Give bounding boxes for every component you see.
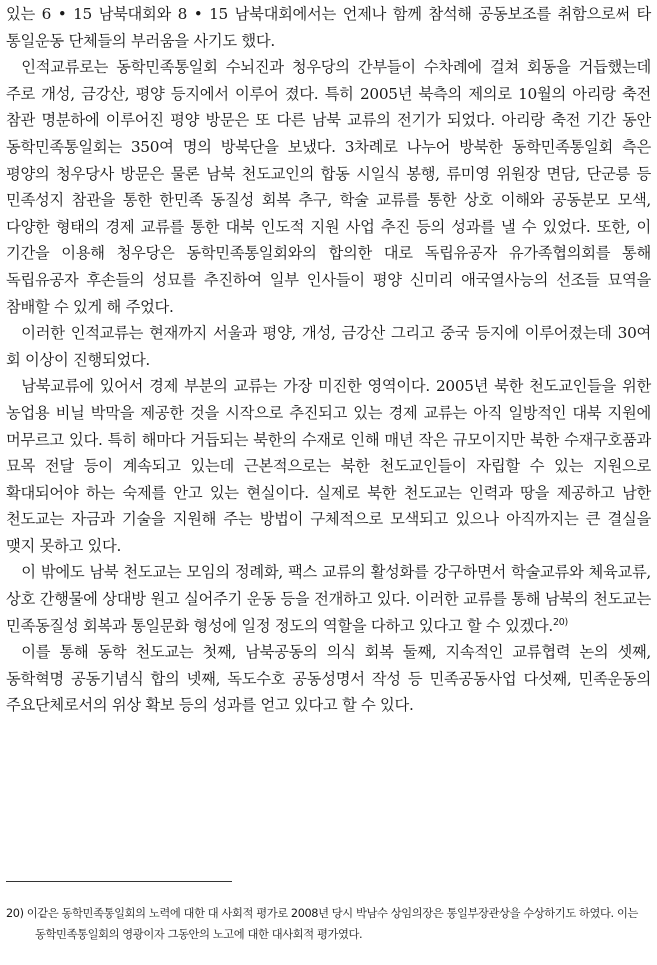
footnote-divider (6, 881, 232, 882)
paragraph-other-exchange-text: 이 밖에도 남북 천도교는 모임의 정례화, 팩스 교류의 활성화를 강구하면서 학술교류와 체육교류, 상호 간행물에 상대방 원고 실어주기 운동 등을 전개하고 있다. 이러한 교류를 통해 남북의 천도교는 민족동질성 회복과 통일문화 형성에 일정 정도의 역할을 다하고 있다고 할 수 있겠다. (6, 563, 651, 635)
paragraph-other-exchange (6, 559, 651, 639)
footnote-number: 20) (6, 907, 24, 920)
paragraph-continued: 있는 6 • 15 남북대회와 8 • 15 남북대회에서는 언제나 함께 참석해 공동보조를 취함으로써 타 통일운동 단체들의 부러움을 사기도 했다. (6, 5, 651, 50)
footnote-reference[interactable]: 20) (552, 616, 568, 628)
paragraph-personnel-exchange: 인적교류로는 동학민족통일회 수뇌진과 청우당의 간부들이 수차례에 걸쳐 회동을 거듭했는데 주로 개성, 금강산, 평양 등지에서 이루어 졌다. 특히 2005년 북측의 제의로 10월의 아리랑 축전 참관 명분하에 이루어진 평양 방문은 또 다른 남북 교류의 전기가 되었다. 아리랑 축전 기간 동안 동학민족통일회는 350여 명의 방북단을 보냈다. 3차례로 나누어 방북한 동학민족통일회 측은 평양의 청우당사 방문은 물론 남북 천도교인의 합동 시일식 봉행, 류미영 위원장 면담, 단군릉 등 민족성지 참관을 통한 한민족 동질성 회복 추구, 학술 교류를 통한 상호 이해와 공동분모 모색, 다양한 형태의 경제 교류를 통한 대북 인도적 지원 사업 추진 등의 성과를 낼 수 있었다. 또한, 이 기간을 이용해 청우당은 동학민족통일회와의 합의한 대로 독립유공자 유가족협의회를 통해 독립유공자 후손들의 성묘를 추진하여 일부 인사들이 평양 신미리 애국열사능의 선조들 묘역을 참배할 수 있게 해 주었다. (6, 58, 651, 316)
footnote-text: 이같은 동학민족통일회의 노력에 대한 대 사회적 평가로 2008년 당시 박남수 상임의장은 통일부장관상을 수상하기도 하였다. 이는 동학민족통일회의 영광이자 그동안의 노고에 대한 대사회적 평가였다. (26, 907, 638, 941)
paragraph-exchange-count: 이러한 인적교류는 현재까지 서울과 평양, 개성, 금강산 그리고 중국 등지에 이루어졌는데 30여 회 이상이 진행되었다. (6, 324, 651, 369)
paragraph-outcomes: 이를 통해 동학 천도교는 첫째, 남북공동의 의식 회복 둘째, 지속적인 교류협력 논의 셋째, 동학혁명 공동기념식 합의 넷째, 독도수호 공동성명서 작성 등 민족공동사업 다섯째, 민족운동의 주요단체로서의 위상 확보 등의 성과를 얻고 있다고 할 수 있다. (6, 643, 651, 715)
page (6, 0, 651, 719)
footnote (6, 903, 651, 945)
body-text (6, 1, 651, 719)
paragraph-economic-exchange: 남북교류에 있어서 경제 부분의 교류는 가장 미진한 영역이다. 2005년 북한 천도교인들을 위한 농업용 비닐 박막을 제공한 것을 시작으로 추진되고 있는 경제 교류는 아직 일방적인 대북 지원에 머무르고 있다. 특히 해마다 거듭되는 북한의 수재로 인해 매년 작은 규모이지만 북한 수재구호품과 묘목 전달 등이 계속되고 있는데 근본적으로는 북한 천도교인들이 자립할 수 있는 지원으로 확대되어야 하는 숙제를 안고 있는 현실이다. 실제로 북한 천도교는 인력과 땅을 제공하고 남한 천도교는 자금과 기술을 지원해 주는 방법이 구체적으로 모색되고 있으나 아직까지는 큰 결실을 맺지 못하고 있다. (6, 377, 651, 555)
